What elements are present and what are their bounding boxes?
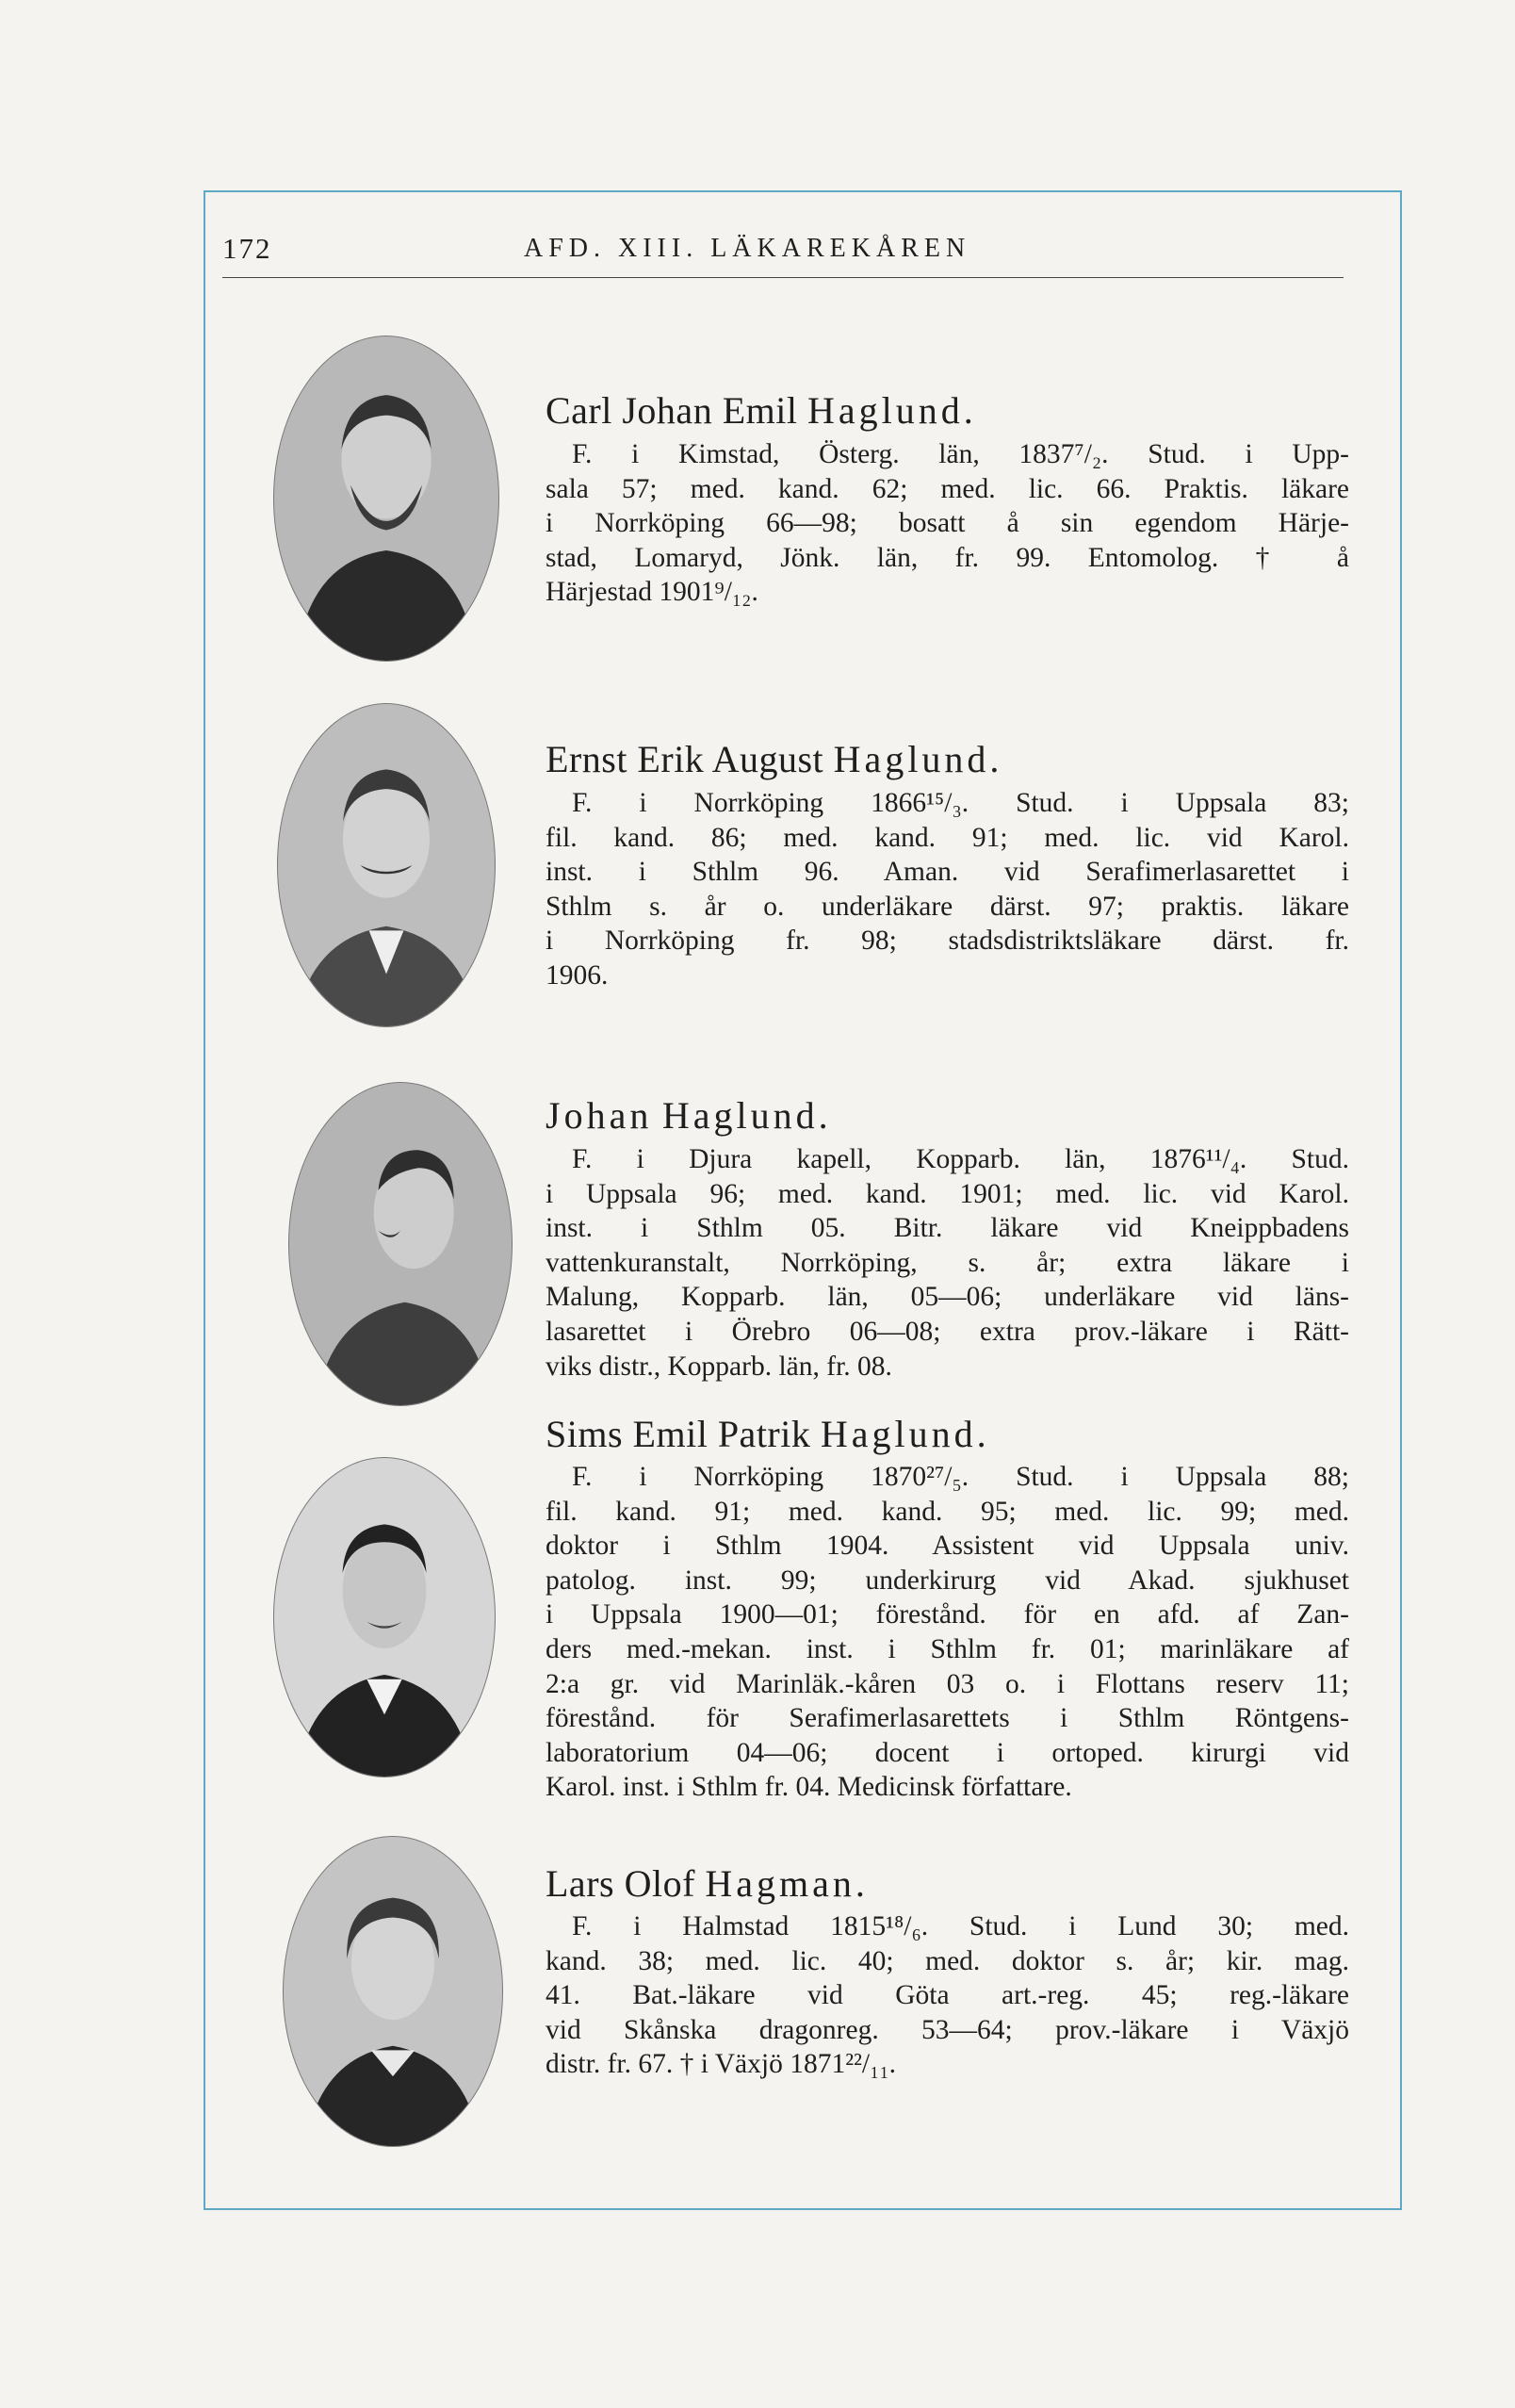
text-line: sala 57; med. kand. 62; med. lic. 66. Praktis. läkare <box>546 473 1349 504</box>
portrait-photo <box>277 703 496 1027</box>
text-line: F. i Norrköping 1866¹⁵/₃. Stud. i Uppsala 83; <box>572 788 1349 818</box>
entry-text <box>546 1460 1349 1805</box>
given-names: Johan <box>546 1094 653 1137</box>
text-line: förestånd. för Serafimerlasarettets i Sthlm Röntgens- <box>546 1703 1349 1734</box>
entry-text <box>546 437 1349 610</box>
text-line: Karol. inst. i Sthlm fr. 04. Medicinsk författare. <box>546 1772 1072 1803</box>
text-line: patolog. inst. 99; underkirurg vid Akad. sjukhuset <box>546 1564 1349 1596</box>
portrait-photo <box>273 336 499 662</box>
text-line: i Uppsala 1900—01; förestånd. för en afd. af Zan- <box>546 1599 1349 1630</box>
text-line: F. i Norrköping 1870²⁷/₅. Stud. i Uppsala 88; <box>572 1462 1349 1492</box>
surname: Haglund. <box>806 389 977 432</box>
text-line: stad, Lomaryd, Jönk. län, fr. 99. Entomolog. † å <box>546 542 1349 573</box>
entry-name <box>546 388 977 433</box>
text-line: doktor i Sthlm 1904. Assistent vid Uppsala univ. <box>546 1531 1349 1562</box>
entry-text <box>546 1909 1349 2082</box>
page-number: 172 <box>222 232 272 265</box>
text-line: vid Skånska dragonreg. 53—64; prov.-läkare i Växjö <box>546 2014 1349 2045</box>
entry-text <box>546 786 1349 993</box>
text-line: F. i Halmstad 1815¹⁸/₆. Stud. i Lund 30; med. <box>572 1911 1349 1941</box>
text-line: i Uppsala 96; med. kand. 1901; med. lic. vid Karol. <box>546 1178 1349 1209</box>
page-header <box>222 230 1344 278</box>
entry-name <box>546 1093 832 1138</box>
text-line: fil. kand. 91; med. kand. 95; med. lic. 99; med. <box>546 1496 1349 1527</box>
text-line: Härjestad 1901⁹/₁₂. <box>546 577 758 608</box>
text-line: laboratorium 04—06; docent i ortoped. kirurgi vid <box>546 1737 1349 1768</box>
portrait-photo <box>273 1457 496 1777</box>
text-line: fil. kand. 86; med. kand. 91; med. lic. vid Karol. <box>546 822 1349 853</box>
text-line: inst. i Sthlm 96. Aman. vid Serafimerlasarettet i <box>546 857 1349 888</box>
text-line: kand. 38; med. lic. 40; med. doktor s. år; kir. mag. <box>546 1945 1349 1976</box>
text-line: distr. fr. 67. † i Växjö 1871²²/₁₁. <box>546 2049 897 2080</box>
text-line: i Norrköping fr. 98; stadsdistriktsläkare därst. fr. <box>546 926 1349 957</box>
entry-name <box>546 1412 990 1456</box>
text-line: F. i Kimstad, Österg. län, 1837⁷/₂. Stud. i Upp- <box>572 439 1349 469</box>
surname: Haglund. <box>820 1413 990 1455</box>
text-line: 2:a gr. vid Marinläk.-kåren 03 o. i Flottans reserv 11; <box>546 1668 1349 1699</box>
surname: Haglund. <box>833 738 1003 780</box>
text-line: F. i Djura kapell, Kopparb. län, 1876¹¹/₄. Stud. <box>572 1144 1349 1174</box>
surname: Hagman. <box>705 1862 869 1905</box>
text-line: vattenkuranstalt, Norrköping, s. år; extra läkare i <box>546 1247 1349 1278</box>
text-line: viks distr., Kopparb. län, fr. 08. <box>546 1351 892 1382</box>
surname: Haglund. <box>661 1094 832 1137</box>
text-line: Sthlm s. år o. underläkare därst. 97; praktis. läkare <box>546 891 1349 922</box>
entry-name <box>546 737 1002 781</box>
text-line: 41. Bat.-läkare vid Göta art.-reg. 45; reg.-läkare <box>546 1980 1349 2011</box>
entry-name <box>546 1861 869 1906</box>
text-line: lasarettet i Örebro 06—08; extra prov.-läkare i Rätt- <box>546 1316 1349 1347</box>
entry-text <box>546 1142 1349 1384</box>
text-line: ders med.-mekan. inst. i Sthlm fr. 01; marinläkare af <box>546 1633 1349 1664</box>
given-names: Ernst Erik August <box>546 738 824 780</box>
portrait-photo <box>283 1836 503 2147</box>
running-head: AFD. XIII. LÄKAREKÅREN <box>524 234 971 263</box>
text-line: 1906. <box>546 959 609 991</box>
given-names: Carl Johan Emil <box>546 389 798 432</box>
text-line: inst. i Sthlm 05. Bitr. läkare vid Kneippbadens <box>546 1213 1349 1244</box>
given-names: Sims Emil Patrik <box>546 1413 811 1455</box>
text-line: i Norrköping 66—98; bosatt å sin egendom Härje- <box>546 508 1349 539</box>
text-line: Malung, Kopparb. län, 05—06; underläkare vid läns- <box>546 1282 1349 1313</box>
given-names: Lars Olof <box>546 1862 695 1905</box>
portrait-photo <box>288 1082 513 1406</box>
